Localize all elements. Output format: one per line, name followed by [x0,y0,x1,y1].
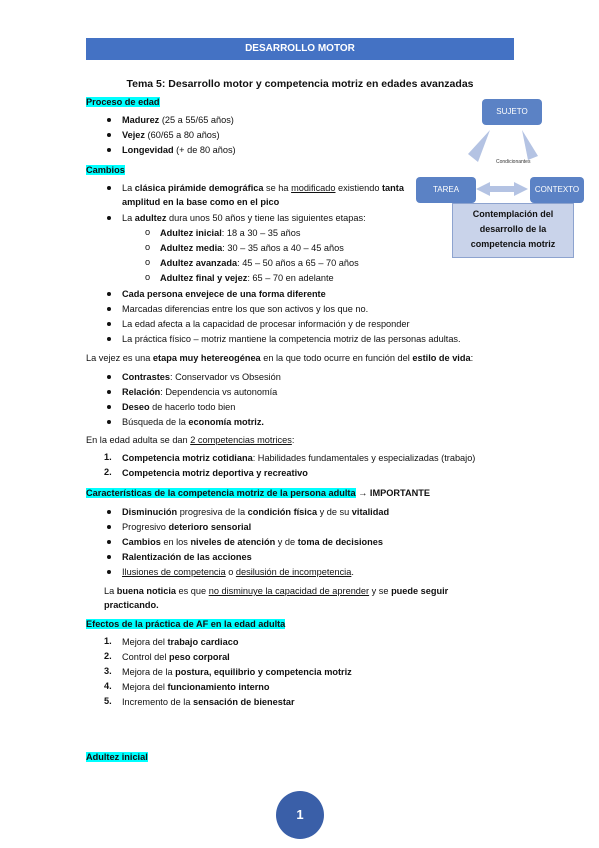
list-item: Madurez (25 a 55/65 años) [122,115,234,125]
diagram-caption: Contemplación del desarrollo de la competencia motriz [452,203,574,258]
diagram-box-contexto: CONTEXTO [530,177,584,203]
bullet [107,186,111,190]
sub-item: Adultez final y vejez: 65 – 70 en adelante [160,273,334,283]
bullet [107,148,111,152]
list-item: Deseo de hacerlo todo bien [122,402,236,412]
bullet [107,540,111,544]
bullet [107,216,111,220]
list-number: 4. [104,681,112,691]
bullet [107,525,111,529]
list-item: Mejora del funcionamiento interno [122,682,270,692]
bullet [107,118,111,122]
list-item: La clásica pirámide demográfica se ha modificado existiendo tanta [122,183,404,193]
bullet [107,337,111,341]
sub-item: Adultez media: 30 – 35 años a 40 – 45 años [160,243,344,253]
bullet [107,510,111,514]
diagram-small-label: Condicionantes [496,159,531,165]
arrow-left-icon [468,130,490,162]
list-item: Mejora de la postura, equilibrio y competencia motriz [122,667,352,677]
list-item: Relación: Dependencia vs autonomía [122,387,278,397]
diagram-box-tarea: TAREA [416,177,476,203]
list-item: Competencia motriz cotidiana: Habilidades fundamentales y especializadas (trabajo) [122,453,476,463]
list-number: 1. [104,636,112,646]
arrow-right-icon [522,130,538,160]
diagram-box-sujeto: SUJETO [482,99,542,125]
section-heading-adultez-inicial: Adultez inicial [86,752,148,762]
list-item: Cambios en los niveles de atención y de toma de decisiones [122,537,383,547]
sub-bullet: o [145,257,151,267]
list-number: 2. [104,467,112,477]
note-line: La buena noticia es que no disminuye la capacidad de aprender y se puede seguir [104,586,449,596]
bullet [107,133,111,137]
bullet [107,292,111,296]
list-item: Ilusiones de competencia o desilusión de incompetencia. [122,567,354,577]
bullet [107,322,111,326]
bullet [107,405,111,409]
list-item: Mejora del trabajo cardiaco [122,637,239,647]
list-item: Búsqueda de la economía motriz. [122,417,264,427]
header-banner: DESARROLLO MOTOR [86,38,514,60]
sub-bullet: o [145,227,151,237]
section-heading-efectos: Efectos de la práctica de AF en la edad adulta [86,619,286,629]
paragraph: En la edad adulta se dan 2 competencias motrices: [86,435,295,445]
list-item: Marcadas diferencias entre los que son activos y los que no. [122,304,369,314]
list-number: 3. [104,666,112,676]
list-item: Disminución progresiva de la condición física y de su vitalidad [122,507,390,517]
bullet [107,375,111,379]
bullet [107,420,111,424]
section-heading-proceso: Proceso de edad [86,97,160,107]
paragraph: La vejez es una etapa muy hetereogénea en la que todo ocurre en función del estilo de vida: [86,353,474,363]
list-item: Contrastes: Conservador vs Obsesión [122,372,281,382]
list-item: La práctica físico – motriz mantiene la competencia motriz de las personas adultas. [122,334,461,344]
list-number: 5. [104,696,112,706]
list-item: Ralentización de las acciones [122,552,252,562]
section-heading-caracteristicas: Características de la competencia motriz de la persona adulta → IMPORTANTE [86,488,430,498]
sub-bullet: o [145,242,151,252]
note-line-cont: practicando. [104,600,159,610]
list-item: Longevidad (+ de 80 años) [122,145,236,155]
list-number: 2. [104,651,112,661]
sub-bullet: o [145,272,151,282]
bullet [107,570,111,574]
sub-item: Adultez inicial: 18 a 30 – 35 años [160,228,301,238]
bullet [107,390,111,394]
sub-item: Adultez avanzada: 45 – 50 años a 65 – 70 años [160,258,359,268]
list-item: Cada persona envejece de una forma diferente [122,289,326,299]
double-arrow-icon [476,182,528,196]
list-item-cont: amplitud en la base como en el pico [122,197,280,207]
list-item: Progresivo deterioro sensorial [122,522,252,532]
list-item: La edad afecta a la capacidad de procesar información y de responder [122,319,410,329]
list-item: Incremento de la sensación de bienestar [122,697,295,707]
page-title: Tema 5: Desarrollo motor y competencia motriz en edades avanzadas [126,78,474,90]
list-item: Control del peso corporal [122,652,230,662]
page-number: 1 [276,791,324,839]
list-item: Competencia motriz deportiva y recreativo [122,468,308,478]
bullet [107,555,111,559]
list-item: La adultez dura unos 50 años y tiene las siguientes etapas: [122,213,366,223]
list-item: Vejez (60/65 a 80 años) [122,130,220,140]
list-number: 1. [104,452,112,462]
bullet [107,307,111,311]
section-heading-cambios: Cambios [86,165,125,175]
